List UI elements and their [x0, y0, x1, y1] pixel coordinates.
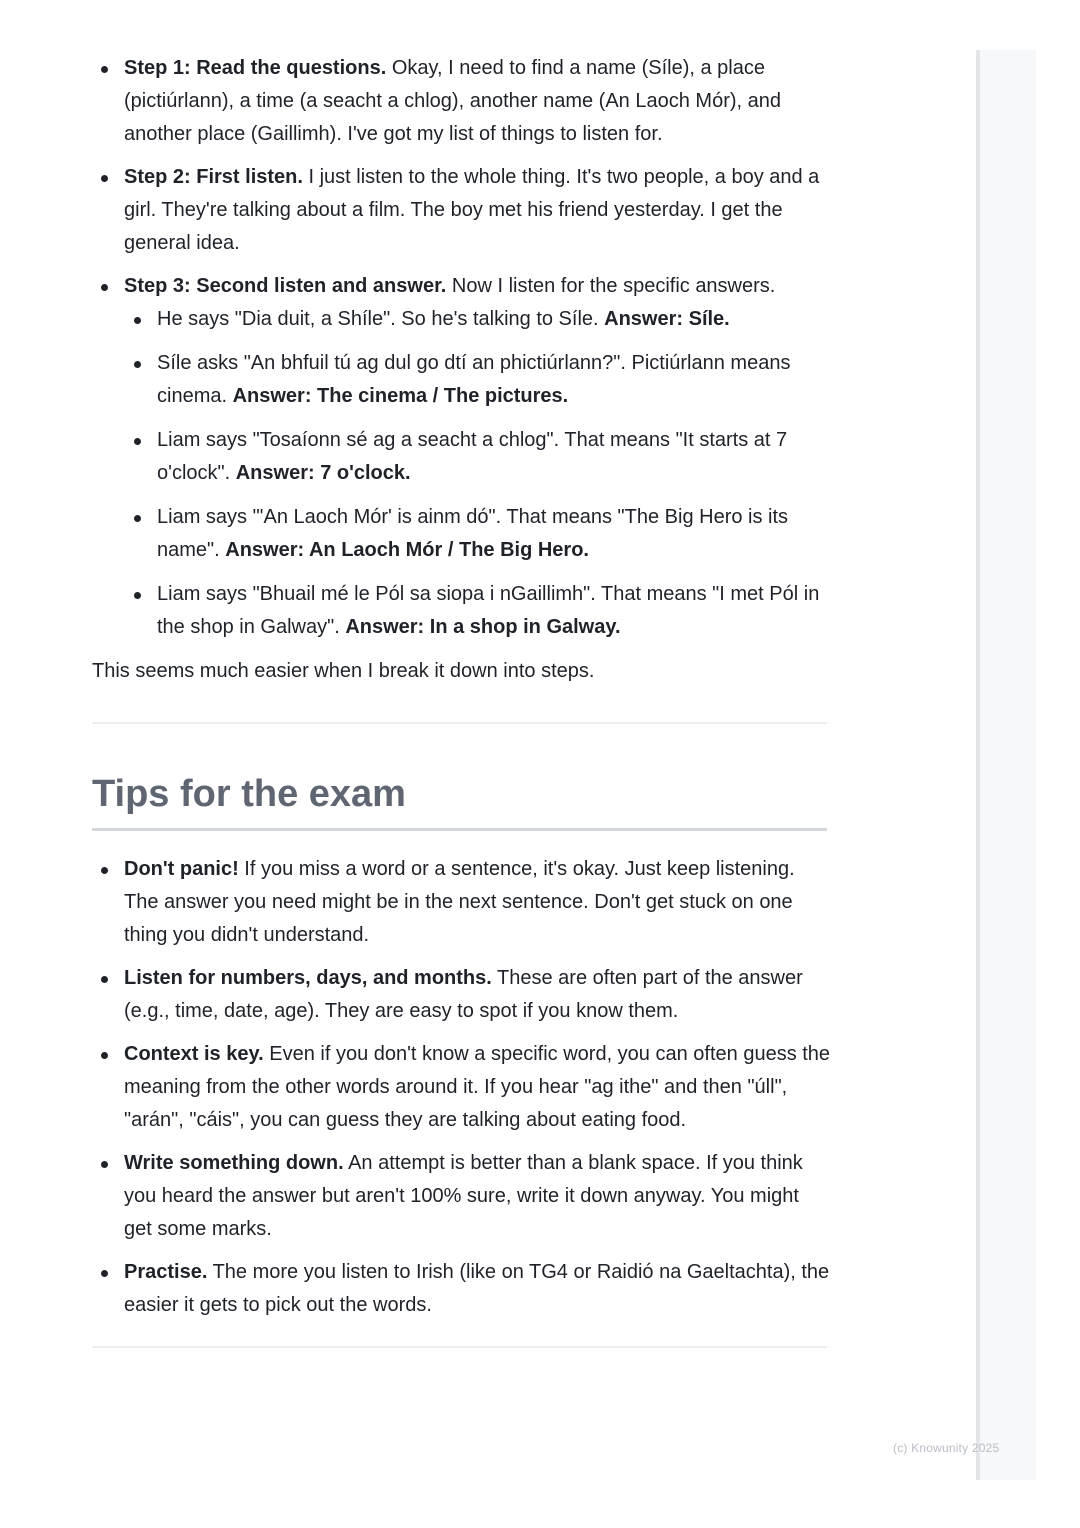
copyright-footer: (c) Knowunity 2025 — [893, 1441, 1000, 1455]
answer-item — [124, 347, 832, 413]
tip-item — [92, 962, 832, 1028]
section-divider — [92, 1346, 827, 1348]
tip-text: These are often part of the answer (e.g., time, date, age). They are easy to spot if you know them. — [124, 967, 803, 1022]
answer-explanation: Liam says "'An Laoch Mór' is ainm dó". That means "The Big Hero is its name". — [157, 506, 789, 561]
answer-explanation: He says "Dia duit, a Shíle". So he's talking to Síle. — [157, 308, 605, 330]
tip-item — [92, 853, 832, 952]
answer-item — [124, 501, 832, 567]
tips-list — [92, 853, 832, 1322]
steps-list — [92, 52, 832, 644]
answer-label: Answer: 7 o'clock. — [235, 462, 411, 484]
step-text: I just listen to the whole thing. It's two people, a boy and a girl. They're talking about a film. The boy met his friend yesterday. I get the general idea. — [124, 166, 820, 254]
right-sidebar-panel — [976, 50, 1036, 1480]
document-content — [92, 52, 832, 1348]
summary-paragraph: This seems much easier when I break it down into steps. — [92, 660, 595, 682]
tip-title: Practise. — [124, 1261, 208, 1283]
answer-item — [124, 424, 832, 490]
answer-explanation: Liam says "Tosaíonn sé ag a seacht a chlog". That means "It starts at 7 o'clock". — [157, 429, 788, 484]
tip-text: Even if you don't know a specific word, you can often guess the meaning from the other words around it. If you hear "ag ithe" and then "úll", "arán", "cáis", you can guess they are talking about eating food. — [124, 1043, 831, 1131]
step-item — [92, 52, 832, 151]
step-title: Step 2: First listen. — [124, 166, 303, 188]
step-title: Step 3: Second listen and answer. — [124, 275, 447, 297]
tip-text: The more you listen to Irish (like on TG4 or Raidió na Gaeltachta), the easier it gets to pick out the words. — [124, 1261, 830, 1316]
answer-label: Answer: Síle. — [604, 308, 730, 330]
tip-text: If you miss a word or a sentence, it's okay. Just keep listening. The answer you need might be in the next sentence. Don't get stuck on one thing you didn't understand. — [124, 858, 795, 946]
answer-label: Answer: In a shop in Galway. — [345, 616, 621, 638]
step-item — [92, 270, 832, 644]
step-title: Step 1: Read the questions. — [124, 57, 387, 79]
answer-label: Answer: The cinema / The pictures. — [232, 385, 569, 407]
step-item — [92, 161, 832, 260]
tip-item — [92, 1256, 832, 1322]
answer-sublist — [124, 303, 832, 644]
step-text: Okay, I need to find a name (Síle), a place (pictiúrlann), a time (a seacht a chlog), another name (An Laoch Mór), and another place (Gaillimh). I've got my list of things to listen for. — [124, 57, 781, 145]
answer-item — [124, 303, 832, 336]
step-text: Now I listen for the specific answers. — [446, 275, 776, 297]
tip-title: Context is key. — [124, 1043, 264, 1065]
tip-title: Write something down. — [124, 1152, 344, 1174]
tip-title: Don't panic! — [124, 858, 239, 880]
tips-heading: Tips for the exam — [92, 772, 827, 831]
answer-explanation: Síle asks "An bhfuil tú ag dul go dtí an phictiúrlann?". Pictiúrlann means cinema. — [157, 352, 791, 407]
section-divider — [92, 722, 827, 724]
answer-explanation: Liam says "Bhuail mé le Pól sa siopa i nGaillimh". That means "I met Pól in the shop in Galway". — [157, 583, 820, 638]
answer-label: Answer: An Laoch Mór / The Big Hero. — [225, 539, 589, 561]
tip-title: Listen for numbers, days, and months. — [124, 967, 492, 989]
answer-item — [124, 578, 832, 644]
tip-text: An attempt is better than a blank space. If you think you heard the answer but aren't 100% sure, write it down anyway. You might get some marks. — [124, 1152, 803, 1240]
tip-item — [92, 1147, 832, 1246]
tip-item — [92, 1038, 832, 1137]
